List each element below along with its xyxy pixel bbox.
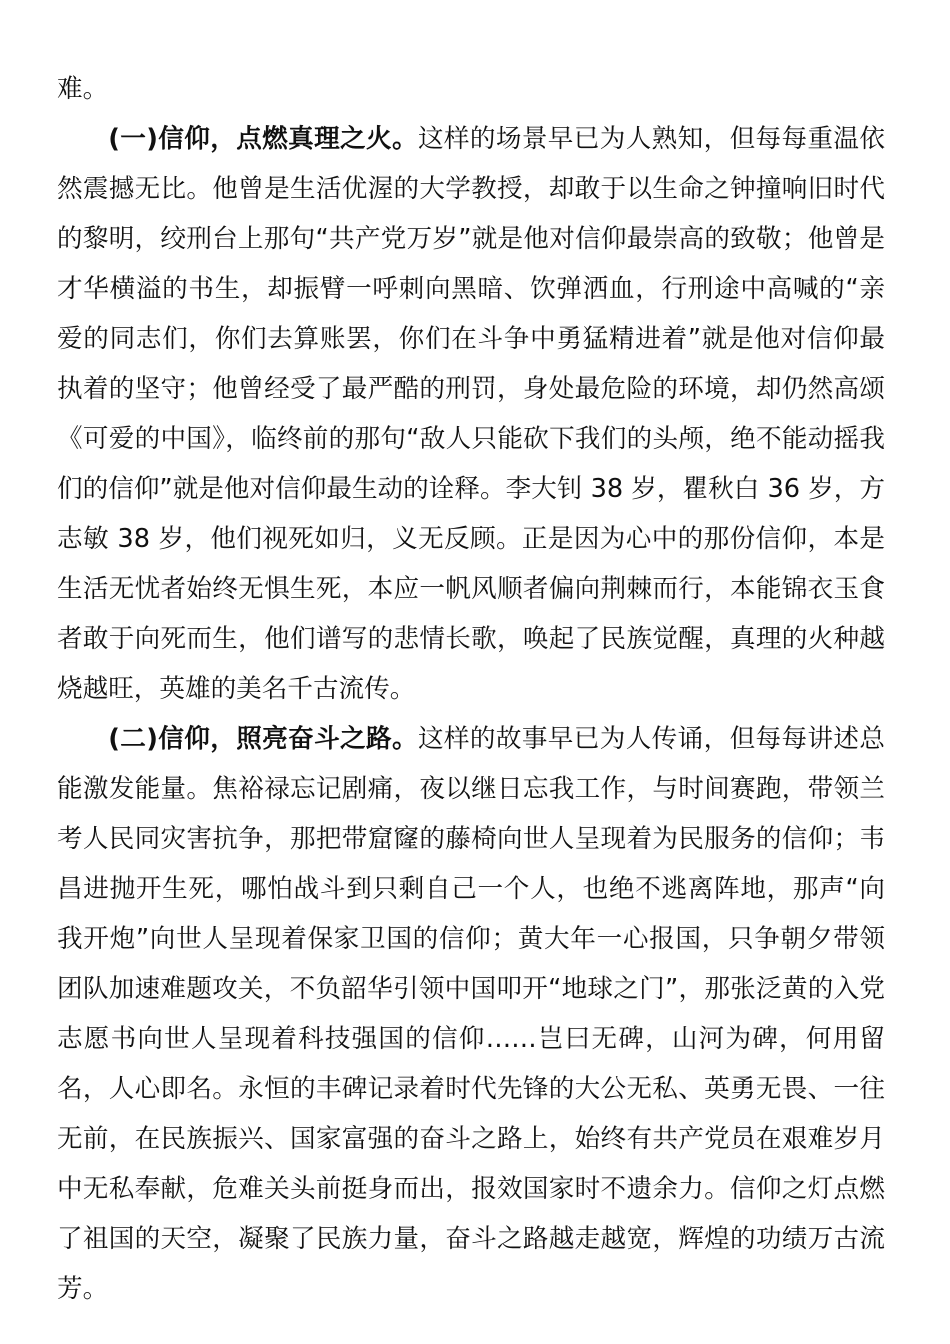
section-2 xyxy=(57,714,885,1314)
section-1 xyxy=(57,114,885,714)
section-2-paragraph xyxy=(57,714,885,1314)
carryover-text-content: 难。 xyxy=(57,74,109,104)
section-2-body: 这样的故事早已为人传诵，但每每讲述总能激发能量。焦裕禄忘记剧痛，夜以继日忘我工作，与时间赛跑，带领兰考人民同灾害抗争，那把带窟窿的藤椅向世人呈现着为民服务的信仰；韦昌进抛开生死，哪怕战斗到只剩自己一个人，也绝不逃离阵地，那声“向我开炮”向世人呈现着保家卫国的信仰；黄大年一心报国，只争朝夕带领团队加速难题攻关，不负韶华引领中国叩开“地球之门”，那张泛黄的入党志愿书向世人呈现着科技强国的信仰……岂曰无碑，山河为碑，何用留名，人心即名。永恒的丰碑记录着时代先锋的大公无私、英勇无畏、一往无前，在民族振兴、国家富强的奋斗之路上，始终有共产党员在艰难岁月中无私奉献，危难关头前挺身而出，报效国家时不遗余力。信仰之灯点燃了祖国的天空，凝聚了民族力量，奋斗之路越走越宽，辉煌的功绩万古流芳。 xyxy=(57,724,885,1304)
section-1-heading: (一)信仰，点燃真理之火。 xyxy=(108,124,418,154)
section-1-body: 这样的场景早已为人熟知，但每每重温依然震撼无比。他曾是生活优渥的大学教授，却敢于以生命之钟撞响旧时代的黎明，绞刑台上那句“共产党万岁”就是他对信仰最崇高的致敬；他曾是才华横溢的书生，却振臂一呼刺向黑暗、饮弹洒血，行刑途中高喊的“亲爱的同志们，你们去算账罢，你们在斗争中勇猛精进着”就是他对信仰最执着的坚守；他曾经受了最严酷的刑罚，身处最危险的环境，却仍然高颂《可爱的中国》，临终前的那句“敌人只能砍下我们的头颅，绝不能动摇我们的信仰”就是他对信仰最生动的诠释。李大钊 38 岁，瞿秋白 36 岁，方志敏 38 岁，他们视死如归，义无反顾。正是因为心中的那份信仰，本是生活无忧者始终无惧生死，本应一帆风顺者偏向荆棘而行，本能锦衣玉食者敢于向死而生，他们谱写的悲情长歌，唤起了民族觉醒，真理的火种越烧越旺，英雄的美名千古流传。 xyxy=(57,124,885,704)
carryover-text xyxy=(57,64,885,114)
section-1-paragraph xyxy=(57,114,885,714)
section-2-heading: (二)信仰，照亮奋斗之路。 xyxy=(108,724,418,754)
